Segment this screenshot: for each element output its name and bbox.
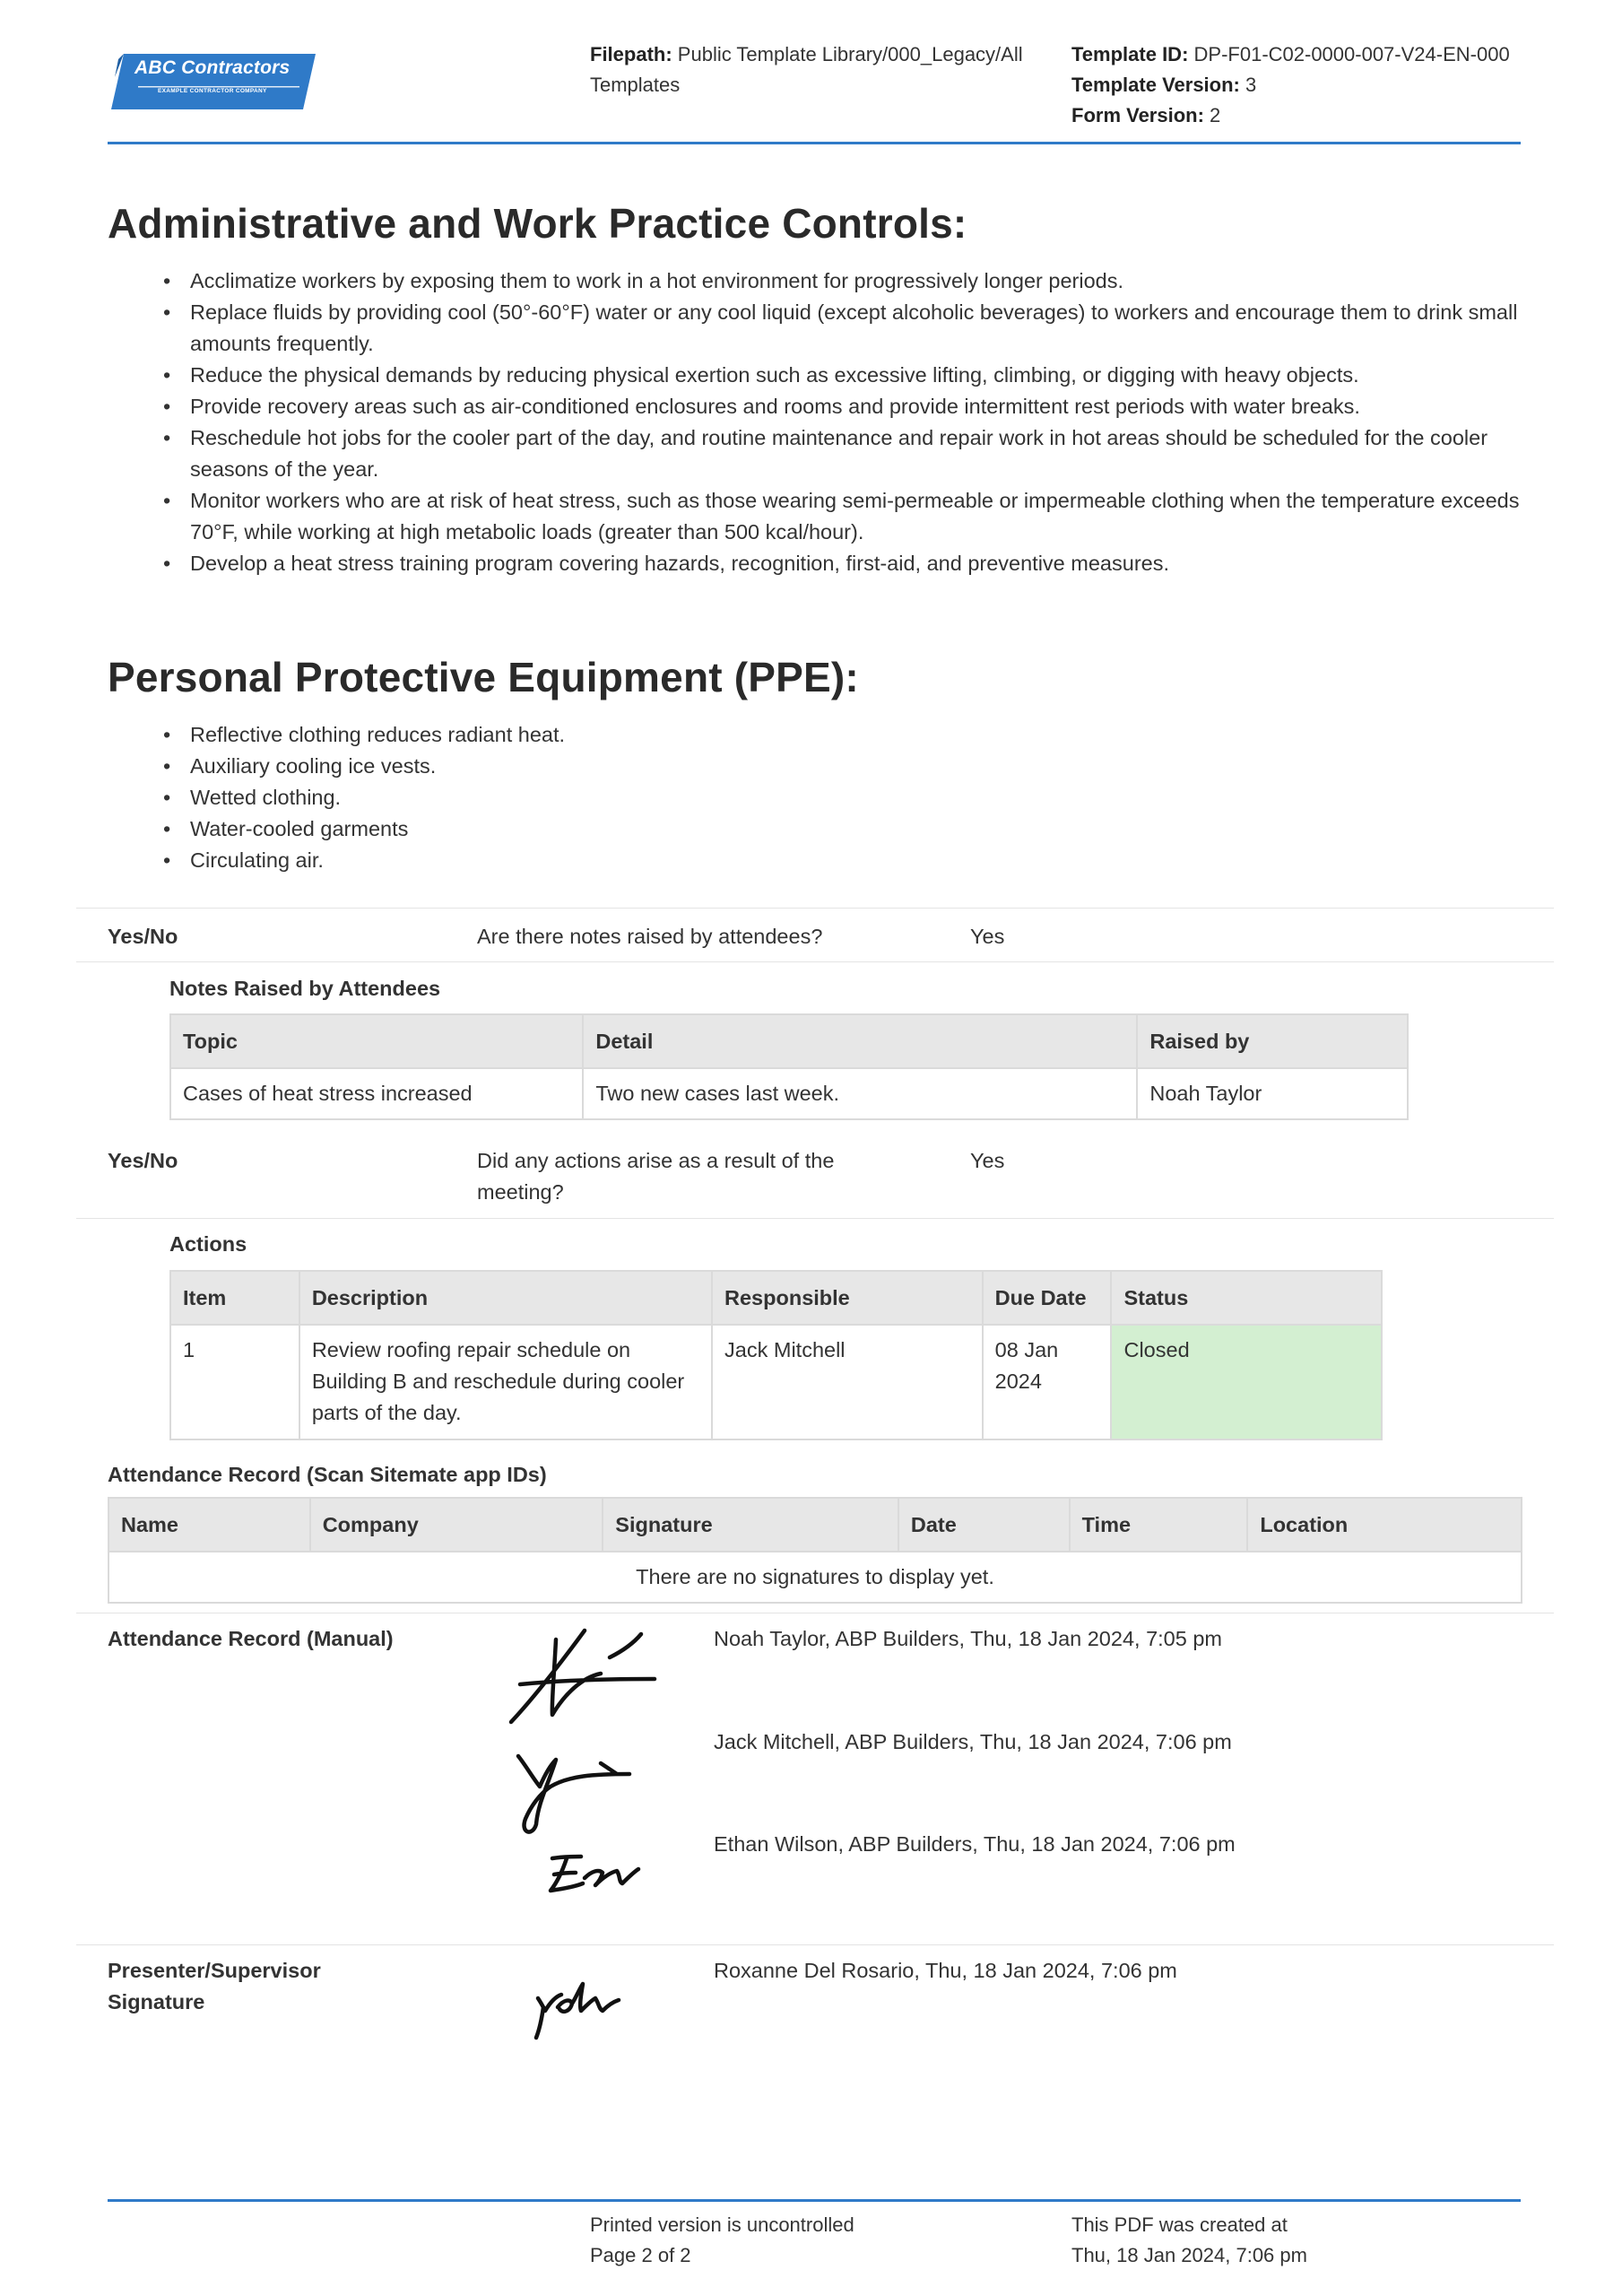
signature-image — [513, 1747, 638, 1837]
table-cell: Noah Taylor — [1137, 1068, 1408, 1119]
divider — [76, 1218, 1554, 1219]
signature-image — [502, 1622, 664, 1729]
filepath-value-cont: Templates — [590, 74, 681, 96]
filepath-block — [590, 39, 1056, 100]
list-item: • Wetted clothing. — [163, 782, 1535, 813]
q2-question-line: meeting? — [477, 1180, 564, 1204]
list-item: • Auxiliary cooling ice vests. — [163, 751, 1535, 782]
column-header: Company — [310, 1498, 603, 1552]
presenter-entry: Roxanne Del Rosario, Thu, 18 Jan 2024, 7:06 pm — [714, 1959, 1177, 1982]
manual-entry: Noah Taylor, ABP Builders, Thu, 18 Jan 2024, 7:05 pm — [714, 1627, 1222, 1650]
table-row — [170, 1325, 1382, 1439]
action-description: Review roofing repair schedule on Building B and reschedule during cooler parts of the day. — [299, 1325, 712, 1439]
column-header: Time — [1070, 1498, 1248, 1552]
footer-timestamp: Thu, 18 Jan 2024, 7:06 pm — [1071, 2244, 1307, 2266]
presenter-label-line: Signature — [108, 1990, 205, 2013]
template-id-label: Template ID: — [1071, 43, 1189, 65]
column-header: Name — [108, 1498, 310, 1552]
list-item: • Replace fluids by providing cool (50°-60°F) water or any cool liquid (except alcoholic beverages) to workers and encourage them to drink small amounts frequently. — [163, 297, 1535, 360]
list-item: • Reduce the physical demands by reducing physical exertion such as excessive lifting, climbing, or digging with heavy objects. — [163, 360, 1535, 391]
table-header-row — [170, 1271, 1382, 1325]
ppe-list — [163, 719, 1535, 876]
admin-list — [163, 265, 1535, 579]
q1-answer: Yes — [970, 925, 1005, 948]
empty-table-message: There are no signatures to display yet. — [108, 1552, 1522, 1603]
action-responsible: Jack Mitchell — [712, 1325, 983, 1439]
column-header: Status — [1111, 1271, 1382, 1325]
template-version-value: 3 — [1245, 74, 1257, 96]
column-header: Detail — [583, 1014, 1137, 1068]
form-version-value: 2 — [1210, 104, 1221, 126]
list-item: • Monitor workers who are at risk of heat stress, such as those wearing semi-permeable or impermeable clothing when the temperature exceeds 70°F, while working at high metabolic loads (greater than 500 kcal/hour). — [163, 485, 1535, 548]
template-info-block — [1071, 39, 1538, 131]
template-version-label: Template Version: — [1071, 74, 1240, 96]
table-row — [170, 1068, 1408, 1119]
signature-image — [531, 1980, 638, 2043]
column-header: Date — [898, 1498, 1070, 1552]
divider — [76, 1944, 1554, 1945]
actions-table — [169, 1270, 1383, 1440]
table-header-row — [170, 1014, 1408, 1068]
table-header-row — [108, 1498, 1522, 1552]
ppe-heading: Personal Protective Equipment (PPE): — [108, 654, 859, 700]
due-date-line: 08 Jan — [994, 1338, 1059, 1361]
company-logo — [111, 52, 317, 111]
footer-line: Printed version is uncontrolled — [590, 2213, 854, 2236]
list-item: • Develop a heat stress training program covering hazards, recognition, first-aid, and preventive measures. — [163, 548, 1535, 579]
presenter-label — [108, 1955, 321, 2018]
footer-created-note — [1071, 2210, 1307, 2271]
column-header: Item — [170, 1271, 299, 1325]
table-cell: Two new cases last week. — [583, 1068, 1137, 1119]
column-header: Due Date — [983, 1271, 1112, 1325]
page-header — [108, 36, 1521, 144]
column-header: Description — [299, 1271, 712, 1325]
footer-divider — [108, 2199, 1521, 2202]
column-header: Responsible — [712, 1271, 983, 1325]
admin-heading: Administrative and Work Practice Controls: — [108, 200, 967, 247]
attendance-scan-title: Attendance Record (Scan Sitemate app IDs) — [108, 1463, 547, 1486]
manual-entry: Ethan Wilson, ABP Builders, Thu, 18 Jan 2024, 7:06 pm — [714, 1832, 1236, 1856]
list-item: • Circulating air. — [163, 845, 1535, 876]
q2-type-label: Yes/No — [108, 1149, 178, 1172]
header-divider — [108, 142, 1521, 144]
column-header: Signature — [603, 1498, 898, 1552]
table-row — [108, 1552, 1522, 1603]
template-id-value: DP-F01-C02-0000-007-V24-EN-000 — [1193, 43, 1510, 65]
filepath-value: Public Template Library/000_Legacy/All — [677, 43, 1023, 65]
column-header: Topic — [170, 1014, 583, 1068]
logo-subtitle: EXAMPLE CONTRACTOR COMPANY — [158, 88, 267, 94]
q2-answer: Yes — [970, 1149, 1005, 1172]
attendance-manual-label: Attendance Record (Manual) — [108, 1627, 394, 1650]
status-badge: Closed — [1111, 1325, 1382, 1439]
attendance-scan-table — [108, 1497, 1522, 1604]
q1-question: Are there notes raised by attendees? — [477, 925, 823, 948]
presenter-label-line: Presenter/Supervisor — [108, 1959, 321, 1982]
list-item: • Reflective clothing reduces radiant heat. — [163, 719, 1535, 751]
q1-type-label: Yes/No — [108, 925, 178, 948]
divider — [76, 908, 1554, 909]
notes-table — [169, 1013, 1409, 1120]
list-item: • Water-cooled garments — [163, 813, 1535, 845]
logo-title: ABC Contractors — [134, 57, 291, 78]
column-header: Raised by — [1137, 1014, 1408, 1068]
actions-title: Actions — [169, 1232, 247, 1256]
footer-printed-note — [590, 2210, 854, 2271]
due-date-line: 2024 — [994, 1370, 1042, 1393]
filepath-label: Filepath: — [590, 43, 672, 65]
column-header: Location — [1247, 1498, 1522, 1552]
q2-question-line: Did any actions arise as a result of the — [477, 1149, 835, 1172]
table-cell: Cases of heat stress increased — [170, 1068, 583, 1119]
list-item: • Provide recovery areas such as air-conditioned enclosures and rooms and provide intermittent rest periods with water breaks. — [163, 391, 1535, 422]
notes-title: Notes Raised by Attendees — [169, 977, 441, 1000]
footer-line: This PDF was created at — [1071, 2213, 1288, 2236]
action-due-date — [983, 1325, 1112, 1439]
manual-entry: Jack Mitchell, ABP Builders, Thu, 18 Jan 2024, 7:06 pm — [714, 1730, 1232, 1753]
signature-image — [545, 1846, 644, 1900]
form-version-label: Form Version: — [1071, 104, 1204, 126]
list-item: • Reschedule hot jobs for the cooler part of the day, and routine maintenance and repair work in hot areas should be scheduled for the cooler seasons of the year. — [163, 422, 1535, 485]
list-item: • Acclimatize workers by exposing them to work in a hot environment for progressively longer periods. — [163, 265, 1535, 297]
page-number: Page 2 of 2 — [590, 2244, 691, 2266]
q2-question — [477, 1145, 834, 1208]
divider — [76, 961, 1554, 962]
action-item-number: 1 — [170, 1325, 299, 1439]
